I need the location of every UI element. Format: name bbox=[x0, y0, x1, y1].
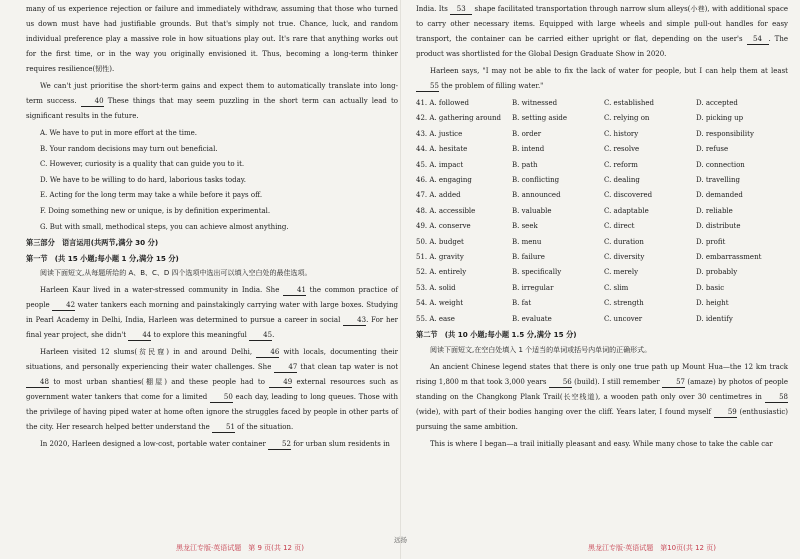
choice-42-a: 42. A. gathering around bbox=[416, 114, 502, 123]
choice-54-c: C. strength bbox=[604, 299, 644, 308]
choice-41-c: C. established bbox=[604, 99, 654, 107]
choice-52-a: 52. A. entirely bbox=[416, 268, 467, 277]
option-g: G. But with small, methodical steps, you can achieve almost anything. bbox=[40, 222, 289, 231]
cloze-paragraph-4: Harleen says, "I may not be able to fix the lack of water for people, but I can help them at least 55 the problem of filling water." bbox=[416, 64, 788, 94]
choice-42-c: C. relying on bbox=[604, 114, 650, 123]
choice-46-d: D. travelling bbox=[696, 176, 740, 185]
choice-43-d: D. responsibility bbox=[696, 129, 754, 138]
choice-50-a: 50. A. budget bbox=[416, 237, 464, 246]
choice-49-a: 49. A. conserve bbox=[416, 222, 471, 231]
blank-55: 55 bbox=[416, 81, 439, 92]
choice-42-d: D. picking up bbox=[696, 114, 744, 123]
blank-57: 57 bbox=[662, 377, 685, 388]
section-1-heading: 第一节 (共 15 小题;每小题 1 分,满分 15 分) bbox=[26, 253, 179, 263]
choice-48-b: B. valuable bbox=[512, 206, 552, 215]
choice-47-d: D. demanded bbox=[696, 191, 743, 200]
choice-49-b: B. seek bbox=[512, 222, 538, 231]
choice-51-a: 51. A. gravity bbox=[416, 253, 464, 262]
grammar-paragraph-2: This is where I began—a trail initially pleasant and easy. While many chose to take the cable car bbox=[430, 439, 773, 448]
choice-44-d: D. refuse bbox=[696, 145, 729, 154]
blank-53: 53 bbox=[450, 4, 472, 15]
seven-choice-options bbox=[26, 126, 398, 235]
blank-40: 40 bbox=[81, 96, 104, 107]
blank-52: 52 bbox=[268, 439, 291, 450]
page-fold bbox=[400, 0, 401, 559]
page-10 bbox=[416, 2, 788, 454]
choice-50-b: B. menu bbox=[512, 237, 542, 246]
choice-48-c: C. adaptable bbox=[604, 206, 649, 215]
choice-43-c: C. history bbox=[604, 129, 639, 138]
choice-51-c: C. diversity bbox=[604, 253, 645, 262]
choice-41-d: D. accepted bbox=[696, 99, 738, 107]
choice-54-a: 54. A. weight bbox=[416, 299, 464, 308]
choice-46-a: 46. A. engaging bbox=[416, 176, 472, 185]
blank-48: 48 bbox=[26, 377, 49, 388]
option-c: C. However, curiosity is a quality that can guide you to it. bbox=[40, 160, 245, 169]
choice-46-b: B. conflicting bbox=[512, 176, 560, 185]
choice-44-b: B. intend bbox=[512, 145, 545, 154]
watermark-stamp: 远扬 bbox=[394, 536, 407, 544]
choice-53-a: 53. A. solid bbox=[416, 283, 456, 292]
paragraph-long-term: We can't just prioritise the short-term gains and expect them to automatically translate into long-term success. 40 These things that may seem puzzling in the short term can actually lead to significant results in the future. bbox=[26, 82, 398, 120]
choice-45-c: C. reform bbox=[604, 160, 638, 169]
choice-51-b: B. failure bbox=[512, 253, 545, 262]
choice-44-a: 44. A. hesitate bbox=[416, 145, 468, 154]
choice-47-b: B. announced bbox=[512, 191, 561, 200]
choice-50-c: C. duration bbox=[604, 237, 644, 246]
choice-41-b: B. witnessed bbox=[512, 99, 558, 107]
choice-53-b: B. irregular bbox=[512, 283, 554, 292]
choice-54-b: B. fat bbox=[512, 299, 532, 308]
choice-43-a: 43. A. justice bbox=[416, 129, 463, 138]
section-1-instructions: 阅读下面短文,从每题所给的 A、B、C、D 四个选项中选出可以填入空白处的最佳选项。 bbox=[40, 269, 312, 278]
choice-43-b: B. order bbox=[512, 129, 542, 138]
section-2-heading: 第二节 (共 10 小题;每小题 1.5 分,满分 15 分) bbox=[416, 330, 577, 340]
choice-55-b: B. evaluate bbox=[512, 314, 552, 323]
choice-53-c: C. slim bbox=[604, 283, 629, 292]
cloze-paragraph-1: Harleen Kaur lived in a water-stressed community in India. She 41 the common practice of people 42 water tankers each morning and painstakingly carrying water with large boxes. Studying in Pearl Academy in Delhi, India, Harleen was determined to pursue a career in social 43. For her final year project, she didn't 44 to explore this meaningful 45. bbox=[26, 286, 398, 340]
blank-54: 54 bbox=[747, 34, 769, 45]
choice-49-c: C. direct bbox=[604, 222, 635, 231]
page-9 bbox=[26, 2, 398, 454]
blank-43: 43 bbox=[343, 315, 366, 326]
blank-44: 44 bbox=[128, 330, 151, 341]
option-a: A. We have to put in more effort at the time. bbox=[40, 129, 197, 137]
choice-45-a: 45. A. impact bbox=[416, 160, 464, 169]
choice-55-c: C. uncover bbox=[604, 314, 643, 323]
footer-page-9: 黑龙江专版·英语试题 第 9 页(共 12 页) bbox=[176, 544, 304, 552]
option-d: D. We have to be willing to do hard, laborious tasks today. bbox=[40, 175, 247, 184]
blank-50: 50 bbox=[210, 392, 233, 403]
choice-52-b: B. specifically bbox=[512, 268, 562, 277]
blank-46: 46 bbox=[256, 347, 279, 358]
blank-45: 45 bbox=[249, 330, 272, 341]
blank-49: 49 bbox=[269, 377, 292, 388]
choice-55-a: 55. A. ease bbox=[416, 314, 455, 323]
cloze-paragraph-3-continued: India. Its 53 shape facilitated transportation through narrow slum alleys(小巷), with additional space to carry other necessary items. Equipped with large wheels and simple pull-out handles for easy transport, the container can be carried either upright or flat, depending on the user's 54 . The product was shortlisted for the Global Design Graduate Show in 2020. bbox=[416, 5, 789, 58]
choice-44-c: C. resolve bbox=[604, 145, 640, 154]
section-2-instructions: 阅读下面短文,在空白处填入 1 个适当的单词或括号内单词的正确形式。 bbox=[430, 345, 652, 354]
blank-59: 59 bbox=[714, 407, 737, 418]
choice-47-a: 47. A. added bbox=[416, 191, 461, 200]
choice-52-d: D. probably bbox=[696, 268, 738, 277]
blank-41: 41 bbox=[283, 285, 306, 296]
choice-48-a: 48. A. accessible bbox=[416, 206, 476, 215]
choice-54-d: D. height bbox=[696, 299, 729, 308]
choice-53-d: D. basic bbox=[696, 283, 725, 292]
blank-51: 51 bbox=[212, 422, 235, 433]
blank-58: 58 bbox=[765, 392, 788, 403]
blank-56: 56 bbox=[549, 377, 572, 388]
option-f: F. Doing something new or unique, is by definition experimental. bbox=[40, 206, 271, 215]
blank-42: 42 bbox=[52, 300, 75, 311]
cloze-paragraph-3: In 2020, Harleen designed a low-cost, portable water container 52 for urban slum residents in bbox=[40, 440, 390, 449]
choice-45-b: B. path bbox=[512, 160, 538, 169]
choice-52-c: C. merely bbox=[604, 268, 639, 277]
blank-47: 47 bbox=[274, 362, 297, 373]
choice-46-c: C. dealing bbox=[604, 176, 640, 185]
part-3-heading: 第三部分 语言运用(共两节,满分 30 分) bbox=[26, 238, 159, 248]
choice-45-d: D. connection bbox=[696, 160, 745, 169]
choice-51-d: D. embarrassment bbox=[696, 253, 762, 262]
cloze-paragraph-2: Harleen visited 12 slums(贫民窟) in and around Delhi, 46 with locals, documenting their situations, and personally experiencing their water challenges. She 47 that clean tap water is not 48 to most urban shanties(棚屋) and these people had to 49 external resources such as government water tankers that come for a limited 50 each day, leading to long queues. Those with the privilege of having piped water at home often ignore the struggles faced by people in other parts of the city. Her research helped better understand the 51 of the situation. bbox=[26, 348, 399, 432]
option-b: B. Your random decisions may turn out beneficial. bbox=[40, 144, 218, 153]
choice-41-a: 41. A. followed bbox=[416, 99, 469, 107]
grammar-paragraph-1: An ancient Chinese legend states that there is only one true path up Mount Hua—the 12 km track rising 1,800 m that took 3,000 years 56 (build). I still remember 57 (amaze) by photos of people standing on the Changkong Plank Trail(长空栈道), a wooden path only over 30 centimetres in 58 (wide), with part of their bodies hanging over the cliff. Years later, I found myself 59 (enthusiastic) pursuing the same ambition. bbox=[416, 362, 788, 431]
choice-48-d: D. reliable bbox=[696, 206, 733, 215]
footer-page-10: 黑龙江专版·英语试题 第10页(共 12 页) bbox=[588, 544, 716, 552]
choice-55-d: D. identify bbox=[696, 314, 733, 323]
choice-42-b: B. setting aside bbox=[512, 114, 568, 123]
paragraph-resilience: many of us experience rejection or failure and immediately withdraw, assuming that those who turned us down must have had justifiable grounds. But that's simply not true. Chance, luck, and random individual preference play a massive role in how situations play out. It's rare that anything works out for the first time, or in the way you originally envisioned it. Thus, becoming a long-term thinker requires resilience(韧性). bbox=[26, 5, 398, 73]
choice-50-d: D. profit bbox=[696, 237, 726, 246]
choice-47-c: C. discovered bbox=[604, 191, 653, 200]
choice-49-d: D. distribute bbox=[696, 222, 741, 231]
answer-choices-grid bbox=[416, 96, 788, 327]
option-e: E. Acting for the long term may take a while before it pays off. bbox=[40, 191, 263, 200]
